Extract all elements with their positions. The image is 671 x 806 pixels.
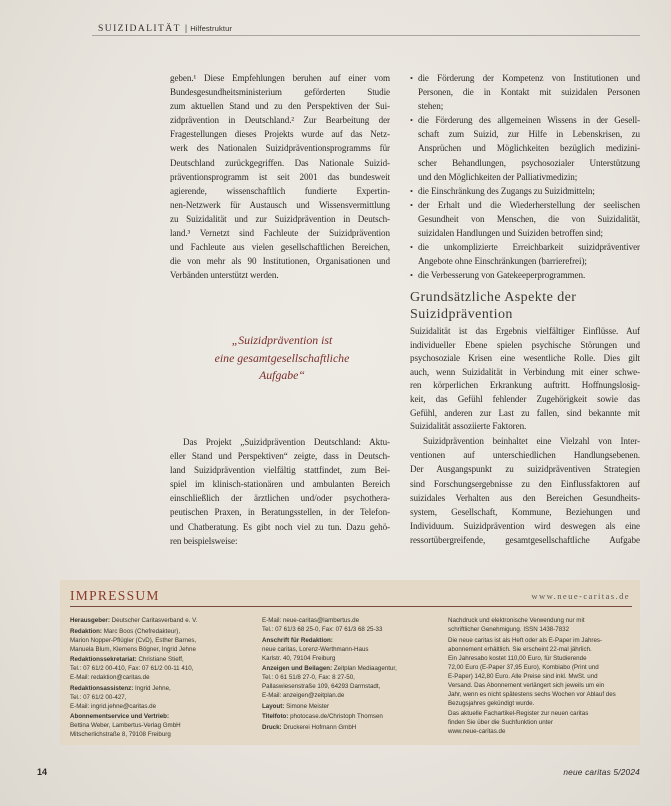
impressum-group — [70, 712, 252, 739]
text-line: Suizidalität assoziierte Faktoren. — [410, 421, 527, 432]
bullet-item — [410, 198, 640, 240]
text-line: Fragestellungen dieses Projekts wurde auf das Netz- — [170, 129, 390, 140]
impressum-line: abonnement erhältlich. Sie erscheint 22-mal jährlich. — [448, 645, 592, 653]
text-line: ren beispielsweise: — [170, 535, 238, 546]
impressum-line: Das aktuelle Fachartikel-Register zur neuen caritas — [448, 710, 589, 717]
bullet-line: die Förderung des allgemeinen Wissens in der Gesell- — [418, 115, 640, 126]
impressum-box — [60, 580, 640, 745]
bullet-item — [410, 240, 640, 268]
text-line: ventionen auf unterschiedlichen Handlungsebenen. — [410, 450, 640, 461]
pull-quote-line: Aufgabe“ — [259, 368, 305, 383]
text-line: ressortübergreifende, gesamtgesellschaftliche Aufgabe — [410, 535, 640, 546]
impressum-line: E-Mail: neue-caritas@lambertus.de — [262, 617, 360, 624]
impressum-value: Christiane Stieff, — [136, 656, 184, 663]
text-line: Suizidalität ist das Ergebnis vielfältiger Einflüsse. Auf — [410, 326, 640, 336]
pull-quote-line: „Suizidprävention ist — [231, 333, 333, 347]
text-line: präventionsprogramm ist seit 2001 das bundesweit — [170, 171, 390, 182]
impressum-value: Marc Boos (Chefredakteur), — [101, 627, 181, 635]
impressum-line: neue caritas, Lorenz-Werthmann-Haus — [262, 645, 369, 653]
text-line: psychosoziale Krisen eine wesentliche Rolle. Dies gilt — [410, 353, 640, 364]
impressum-line: Manuela Blum, Klemens Bögner, Ingrid Jehne — [70, 645, 196, 653]
bullet-line: die unkomplizierte Erreichbarkeit suizidpräventiver — [418, 242, 640, 253]
impressum-group — [70, 616, 252, 625]
impressum-group — [262, 723, 438, 732]
text-line: nen-Netzwerk für Austausch und Wissensvermittlung — [170, 199, 390, 210]
bullet-line: suizidalen Handlungen und Suiziden betroffen sind; — [418, 228, 603, 239]
heading-line: Suizidprävention — [410, 306, 513, 322]
text-line: ren körperlichen Erkrankung auftritt. Hoffnungslosig- — [410, 380, 640, 391]
impressum-line: Ein Jahresabo kostet 110,00 Euro, für Studierende — [448, 654, 587, 662]
impressum-line: Versand. Das Abonnement verlängert sich jeweils um ein — [448, 681, 605, 689]
impressum-label: Redaktionsassistenz: — [70, 684, 134, 692]
text-line: zu Suizidalität und zur Suizidprävention in Deutsch- — [170, 213, 390, 224]
text-line: Der Ausgangspunkt zu suizidpräventiven Strategien — [410, 464, 640, 475]
impressum-value: Deutscher Caritasverband e. V. — [109, 617, 198, 624]
impressum-group — [448, 636, 634, 708]
impressum-line: www.neue-caritas.de — [448, 728, 506, 735]
bullet-line: die Förderung der Kompetenz von Institutionen und — [418, 73, 640, 83]
impressum-label: Redaktion: — [70, 627, 102, 635]
impressum-value: Zeitplan Mediaagentur, — [332, 665, 397, 672]
impressum-column-3 — [448, 616, 634, 736]
impressum-line: finden Sie über die Suchfunktion unter — [448, 719, 553, 726]
page-number: 14 — [37, 767, 48, 777]
text-line: suizidales Verhalten aus den Bereichen Gesundheits- — [410, 492, 640, 503]
impressum-group — [262, 616, 438, 634]
impressum-line: E-Mail: anzeigen@zeitplan.de — [262, 692, 345, 699]
impressum-group — [262, 664, 438, 700]
text-line: Gefühl, anderen zur Last zu fallen, sind bekannte mit — [410, 407, 640, 418]
bullet-line: Gesundheit von Menschen, die von Suizidalität, — [418, 213, 640, 224]
impressum-column-1 — [70, 616, 252, 739]
left-paragraph-2 — [170, 435, 390, 548]
impressum-label: Anzeigen und Beilagen: — [262, 665, 333, 672]
impressum-line — [70, 712, 252, 721]
impressum-line: Tel.: 07 61/3 68 25-0, Fax: 07 61/3 68 25-33 — [262, 626, 383, 633]
impressum-line: E-Mail: redaktion@caritas.de — [70, 674, 150, 681]
impressum-value: Simone Meister — [284, 702, 330, 710]
bullet-item — [410, 71, 640, 113]
running-header — [98, 18, 232, 36]
impressum-line: Die neue caritas ist als Heft oder als E-Paper im Jahres- — [448, 636, 603, 644]
right-paragraph-2 — [410, 434, 640, 548]
text-line: geben.¹ Diese Empfehlungen beruhen auf einer vom — [170, 73, 390, 83]
impressum-column-2 — [262, 616, 438, 732]
subsection-title: Hilfestruktur — [190, 24, 233, 33]
impressum-line: Bezugsjahres gekündigt wurde. — [448, 699, 535, 707]
text-line: einschließlich der ärztlichen und/oder psychothera- — [170, 493, 390, 504]
bullet-line: Ansprüchen und Möglichkeiten bezüglich medizini- — [418, 143, 640, 154]
bullet-icon: • — [410, 115, 413, 126]
impressum-line: Jahr, wenn es nicht spätestens sechs Wochen vor Ablauf des — [448, 690, 616, 698]
bullet-icon: • — [410, 73, 413, 83]
section-title: SUIZIDALITÄT — [98, 23, 181, 34]
impressum-group — [262, 702, 438, 711]
impressum-group — [70, 655, 252, 682]
bullet-line: Angebote ohne Einschränkungen (barrierefrei); — [418, 256, 587, 267]
impressum-value: photocase.de/Christoph Thomsen — [288, 713, 383, 720]
impressum-group — [262, 636, 438, 663]
text-line: Deutschland zurückgegriffen. Das Nationale Suizid- — [170, 157, 390, 168]
text-line: peutischen Praxen, in Beratungsstellen, in der Telefon- — [170, 507, 390, 518]
bullet-line: stehen; — [418, 101, 444, 112]
impressum-group — [448, 709, 634, 736]
text-line: werk des Nationalen Suizidpräventionsprogramms für — [170, 143, 390, 154]
impressum-label: Anschrift für Redaktion: — [262, 636, 333, 644]
impressum-line: E-Mail: ingrid.jehne@caritas.de — [70, 702, 157, 710]
impressum-title: IMPRESSUM — [70, 588, 160, 603]
text-line: die von mehr als 90 Institutionen, Organisationen und — [170, 256, 390, 267]
heading-line: Grundsätzliche Aspekte der — [410, 290, 577, 305]
impressum-label: Redaktionssekretariat: — [70, 656, 137, 663]
impressum-line — [262, 723, 438, 732]
bullet-item — [410, 113, 640, 183]
impressum-line: Marion Nopper-Pflügler (CvD), Esther Barnes, — [70, 636, 197, 644]
impressum-line: schriftlicher Genehmigung. ISSN 1438-7832 — [448, 626, 570, 633]
bullet-list — [410, 71, 640, 282]
impressum-line — [262, 712, 438, 721]
text-line: zum aktuellen Stand und zu den Perspektiven der Sui- — [170, 101, 390, 112]
impressum-label: Abonnementservice und Vertrieb: — [70, 713, 170, 720]
text-line: individueller Ebene spielen psychische Störungen und — [410, 339, 640, 350]
text-line: keit, das Gefühl fehlender Zugehörigkeit sowie das — [410, 393, 640, 404]
impressum-label: Layout: — [262, 702, 285, 710]
text-line: sind Forschungsergebnisse zu den Einflussfaktoren auf — [410, 478, 640, 489]
impressum-group — [70, 684, 252, 711]
text-line: land Suizidprävention vielfältig stattfindet, zum Bei- — [170, 465, 390, 476]
issue-label: neue caritas 5/2024 — [563, 767, 640, 777]
bullet-icon: • — [410, 199, 413, 210]
bullet-line: schaft zum Suizid, zur Hilfe in Lebenskrisen, zu — [418, 129, 640, 140]
impressum-line: Pallaswiesenstraße 109, 64293 Darmstadt, — [262, 683, 381, 690]
text-line: und Fachleute aus vielen gesellschaftlichen Bereichen, — [170, 242, 390, 253]
pull-quote-line: eine gesamtgesellschaftliche — [214, 350, 350, 365]
text-line: Individuum. Suizidprävention wird deswegen als eine — [410, 521, 640, 532]
impressum-line — [262, 702, 438, 711]
text-line: Verbänden unterstützt werden. — [170, 270, 279, 281]
text-line: Bundesgesundheitsministerium geförderten Studie — [170, 87, 390, 98]
impressum-rule — [70, 606, 632, 607]
impressum-line — [70, 684, 252, 693]
text-line: Suizidprävention beinhaltet eine Vielzahl von Inter- — [423, 436, 640, 446]
impressum-value: Ingrid Jehne, — [133, 684, 171, 692]
impressum-line: Bettina Weber, Lambertus-Verlag GmbH — [70, 722, 181, 729]
text-line: Das Projekt „Suizidprävention Deutschland: Aktu- — [183, 437, 390, 447]
impressum-website: www.neue-caritas.de — [531, 591, 630, 601]
impressum-line: Tel.: 0 61 51/8 27-0, Fax: 8 27-50, — [262, 674, 355, 681]
text-line: system, Gesellschaft, Kommune, Beziehungen und — [410, 506, 640, 517]
right-paragraph-1 — [410, 325, 640, 434]
bullet-icon: • — [410, 242, 413, 253]
text-line: agierende, wissenschaftlich fundierte Expertin- — [170, 185, 390, 196]
impressum-label: Herausgeber: — [70, 617, 110, 624]
bullet-line: Personen, die in Kontakt mit suizidalen Personen — [418, 87, 640, 98]
impressum-line — [70, 655, 252, 664]
text-line: eller Stand und Perspektiven“ zeigte, dass in Deutsch- — [170, 451, 390, 462]
impressum-group — [262, 712, 438, 721]
text-line: spiel im klinisch-stationären und ambulanten Bereich — [170, 479, 390, 490]
impressum-line: Karlstr. 40, 79104 Freiburg — [262, 654, 336, 662]
bullet-item — [410, 184, 640, 198]
bullet-item — [410, 268, 640, 282]
bullet-line: die Einschränkung des Zugangs zu Suizidmitteln; — [418, 185, 595, 196]
left-paragraph-1 — [170, 71, 390, 282]
impressum-label: Druck: — [262, 723, 282, 731]
header-rule — [92, 35, 640, 36]
text-line: und Chatberatung. Es gibt noch viel zu tun. Dazu gehö- — [170, 521, 390, 532]
bullet-line: die Verbesserung von Gatekeeperprogrammen. — [418, 270, 586, 281]
impressum-line — [262, 664, 438, 673]
pull-quote — [170, 332, 394, 385]
impressum-line: 72,00 Euro (E-Paper 37,95 Euro), Kombiabo (Print und — [448, 663, 599, 671]
text-line: land.³ Vernetzt sind Fachleute der Suizidprävention — [170, 228, 390, 239]
impressum-group — [70, 627, 252, 654]
bullet-line: und den Möglichkeiten der Palliativmedizin; — [418, 171, 578, 182]
impressum-line: Tel.: 07 61/2 00-427, — [70, 693, 127, 701]
text-line: zidprävention in Deutschland.² Zur Bearbeitung der — [170, 115, 390, 126]
impressum-label: Titelfoto: — [262, 713, 289, 720]
impressum-line: E-Paper) 142,80 Euro. Alle Preise sind inkl. MwSt. und — [448, 672, 598, 680]
impressum-line — [70, 627, 252, 636]
impressum-line — [262, 636, 438, 645]
text-line: auch, wenn Suizidalität in Verbindung mit einer schwe- — [410, 366, 640, 377]
bullet-line: der Erhalt und die Wiederherstellung der seelischen — [418, 199, 640, 210]
impressum-line: Tel.: 07 61/2 00-410, Fax: 07 61/2 00-11 410, — [70, 665, 194, 672]
bullet-icon: • — [410, 270, 413, 281]
bullet-icon: • — [410, 185, 413, 196]
section-heading — [410, 290, 640, 323]
bullet-line: scher Behandlungen, psychosozialer Unterstützung — [418, 157, 640, 168]
impressum-group — [448, 616, 634, 634]
impressum-line: Mitscherlichstraße 8, 79108 Freiburg — [70, 731, 171, 738]
impressum-line: Nachdruck und elektronische Verwendung nur mit — [448, 617, 585, 624]
impressum-value: Druckerei Hofmann GmbH — [281, 723, 357, 731]
header-separator: | — [184, 23, 188, 33]
impressum-line — [70, 616, 252, 625]
